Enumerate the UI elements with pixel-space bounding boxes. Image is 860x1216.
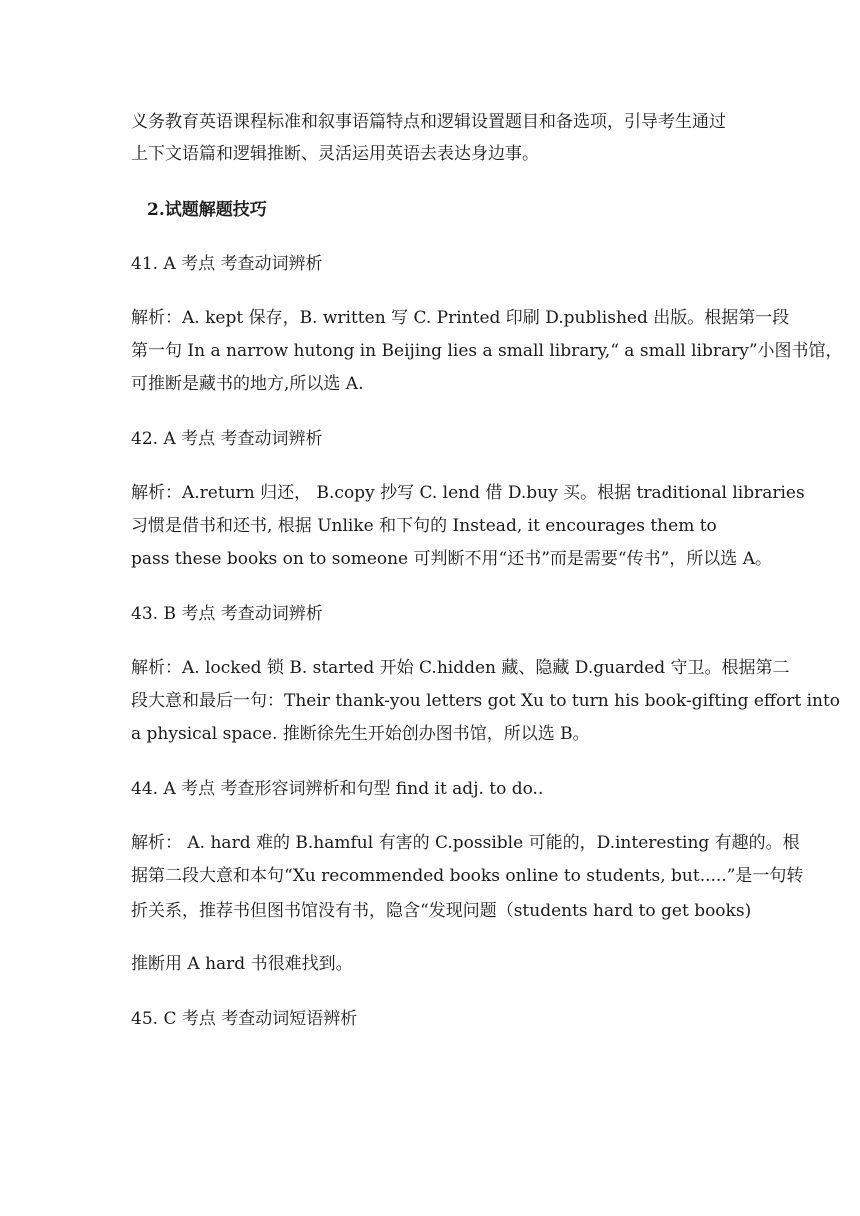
q41-title: 41. A 考点 考查动词辨析: [131, 254, 323, 274]
q41-explanation-line-2: 第一句 In a narrow hutong in Beijing lies a small library,“ a small library”小图书馆，: [131, 341, 843, 361]
q43-explanation-line-3: a physical space. 推断徐先生开始创办图书馆，所以选 B。: [131, 724, 590, 744]
q42-explanation-line-2: 习惯是借书和还书, 根据 Unlike 和下句的 Instead, it encourages them to: [131, 516, 717, 536]
q42-explanation-line-1: 解析：A.return 归还， B.copy 抄写 C. lend 借 D.buy 买。根据 traditional libraries: [131, 483, 805, 503]
intro-line-2: 上下文语篇和逻辑推断、灵活运用英语去表达身边事。: [131, 144, 539, 164]
q44-title: 44. A 考点 考查形容词辨析和句型 find it adj. to do..: [131, 779, 544, 799]
q41-explanation-line-1: 解析：A. kept 保存，B. written 写 C. Printed 印刷 D.published 出版。根据第一段: [131, 308, 790, 328]
section-heading: 2.试题解题技巧: [147, 200, 267, 220]
q43-title: 43. B 考点 考查动词辨析: [131, 604, 323, 624]
q41-explanation-line-3: 可推断是藏书的地方,所以选 A.: [131, 374, 364, 394]
q44-explanation-line-4: 推断用 A hard 书很难找到。: [131, 954, 353, 974]
q44-explanation-line-1: 解析： A. hard 难的 B.hamful 有害的 C.possible 可能的，D.interesting 有趣的。根: [131, 833, 800, 853]
q42-title: 42. A 考点 考查动词辨析: [131, 429, 323, 449]
q42-explanation-line-3: pass these books on to someone 可判断不用“还书”而是需要“传书”，所以选 A。: [131, 549, 772, 569]
q43-explanation-line-2: 段大意和最后一句：Their thank-you letters got Xu to turn his book-gifting effort into: [131, 691, 841, 711]
q44-explanation-line-2: 据第二段大意和本句“Xu recommended books online to students, but.....”是一句转: [131, 866, 804, 886]
q45-title: 45. C 考点 考查动词短语辨析: [131, 1009, 358, 1029]
q44-explanation-line-3: 折关系，推荐书但图书馆没有书，隐含“发现问题（students hard to get books): [131, 901, 752, 921]
intro-line-1: 义务教育英语课程标准和叙事语篇特点和逻辑设置题目和备选项，引导考生通过: [131, 112, 726, 132]
q43-explanation-line-1: 解析：A. locked 锁 B. started 开始 C.hidden 藏、隐藏 D.guarded 守卫。根据第二: [131, 658, 790, 678]
